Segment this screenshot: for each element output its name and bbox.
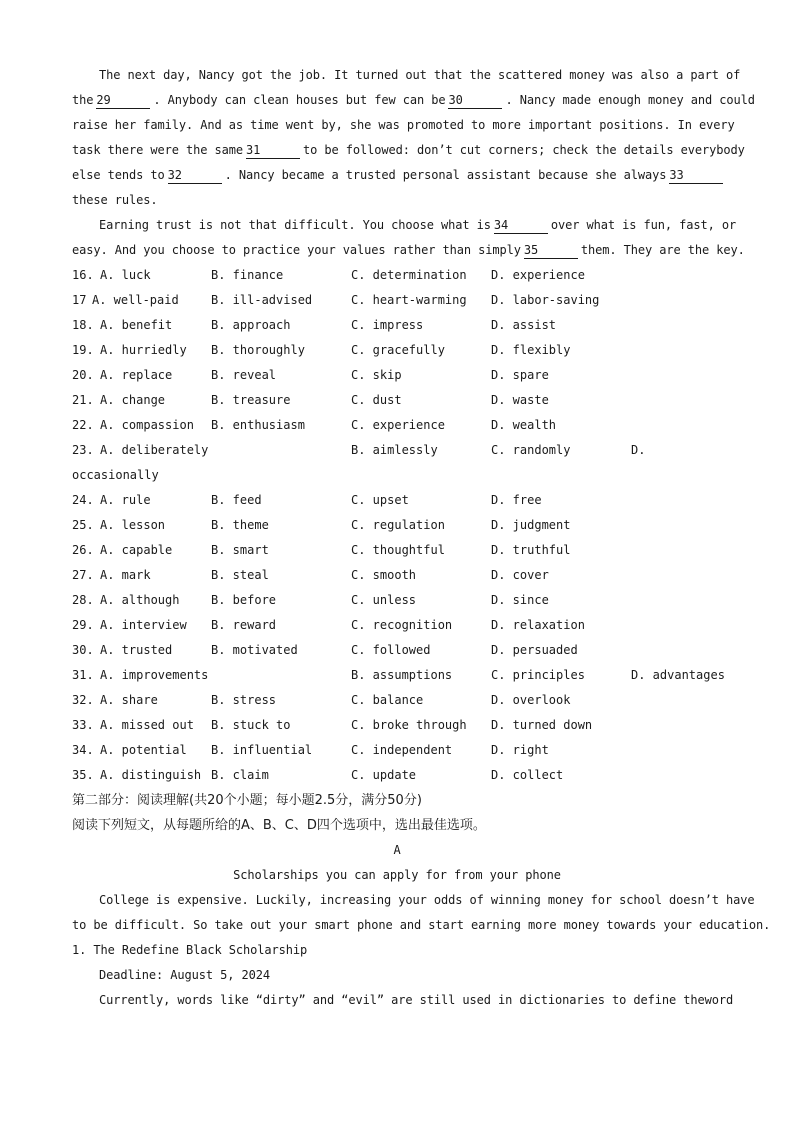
option-row-35: 35. A. distinguish B. claim C. update D. collect — [72, 763, 722, 788]
passage-line: else tends to 32 . Nancy became a trusted personal assistant because she always 33 — [72, 163, 722, 188]
passage-line: easy. And you choose to practice your values rather than simply 35 them. They are the key. — [72, 243, 745, 257]
option-b: B. stress — [211, 693, 277, 707]
option-a: A. change — [100, 393, 166, 407]
option-c: C. randomly — [491, 443, 571, 457]
blank-30: 30 — [448, 92, 502, 109]
option-d: D. judgment — [491, 518, 571, 532]
option-b: B. reward — [211, 618, 277, 632]
item-deadline: Deadline: August 5, 2024 — [99, 968, 270, 982]
option-row-21: 21. A. change B. treasure C. dust D. waste — [72, 388, 722, 413]
passage-line: raise her family. And as time went by, she was promoted to more important positions. In every — [72, 118, 735, 132]
option-row-16: 16. A. luck B. finance C. determination D. experience — [72, 263, 722, 288]
option-c: C. principles — [491, 668, 585, 682]
option-row-28: 28. A. although B. before C. unless D. since — [72, 588, 722, 613]
option-c: C. update — [351, 768, 417, 782]
option-d: D. advantages — [631, 668, 725, 682]
option-row-19: 19. A. hurriedly B. thoroughly C. gracefully D. flexibly — [72, 338, 722, 363]
option-a: A. benefit — [100, 318, 173, 332]
option-b: B. finance — [211, 268, 284, 282]
option-row-31: 31. A. improvements B. assumptions C. principles D. advantages — [72, 663, 722, 688]
option-d: D. since — [491, 593, 549, 607]
option-a: A. replace — [100, 368, 173, 382]
option-a: A. interview — [100, 618, 187, 632]
option-b: B. aimlessly — [351, 443, 438, 457]
option-a: A. capable — [100, 543, 173, 557]
option-d: D. free — [491, 493, 542, 507]
option-b: B. approach — [211, 318, 291, 332]
option-d: D. cover — [491, 568, 549, 582]
option-b: B. thoroughly — [211, 343, 305, 357]
option-d: D. — [631, 443, 646, 457]
option-b: B. before — [211, 593, 277, 607]
option-d: D. experience — [491, 268, 585, 282]
option-d: D. right — [491, 743, 549, 757]
passage-line: College is expensive. Luckily, increasing your odds of winning money for school doesn’t have — [99, 893, 755, 907]
option-d: D. wealth — [491, 418, 557, 432]
blank-34: 34 — [494, 217, 548, 234]
option-d: D. truthful — [491, 543, 571, 557]
option-row-25: 25. A. lesson B. theme C. regulation D. judgment — [72, 513, 722, 538]
option-row-17: 17 A. well-paid B. ill-advised C. heart-warming D. labor-saving — [72, 288, 722, 313]
option-a: A. luck — [100, 268, 151, 282]
passage-line: to be difficult. So take out your smart phone and start earning more money towards your education. — [72, 918, 771, 932]
passage-line: The next day, Nancy got the job. It turned out that the scattered money was also a part of — [99, 68, 741, 82]
option-b: B. feed — [211, 493, 262, 507]
option-row-32: 32. A. share B. stress C. balance D. overlook — [72, 688, 722, 713]
option-c: C. balance — [351, 693, 424, 707]
option-c: C. impress — [351, 318, 424, 332]
passage-line: task there were the same 31 to be followed: don’t cut corners; check the details everybody — [72, 143, 745, 157]
option-c: C. skip — [351, 368, 402, 382]
option-b: B. influential — [211, 743, 313, 757]
option-d: D. labor-saving — [491, 293, 600, 307]
option-c: C. recognition — [351, 618, 453, 632]
passage-line: the 29 . Anybody can clean houses but few can be 30 . Nancy made enough money and could — [72, 93, 755, 107]
option-a: A. although — [100, 593, 180, 607]
option-d: D. relaxation — [491, 618, 585, 632]
option-row-34: 34. A. potential B. influential C. independent D. right — [72, 738, 722, 763]
option-a: A. missed out — [100, 718, 194, 732]
blank-32: 32 — [168, 167, 222, 184]
option-a: A. share — [100, 693, 158, 707]
option-row-33: 33. A. missed out B. stuck to C. broke through D. turned down — [72, 713, 722, 738]
option-b: B. enthusiasm — [211, 418, 305, 432]
option-b: B. treasure — [211, 393, 291, 407]
option-c: C. regulation — [351, 518, 445, 532]
option-d: D. turned down — [491, 718, 593, 732]
option-b: B. claim — [211, 768, 269, 782]
passage-letter: A — [393, 843, 401, 857]
blank-31: 31 — [246, 142, 300, 159]
option-a: A. improvements — [100, 668, 209, 682]
option-b: B. stuck to — [211, 718, 291, 732]
option-b: B. ill-advised — [211, 293, 313, 307]
option-row-20: 20. A. replace B. reveal C. skip D. spare — [72, 363, 722, 388]
option-c: C. broke through — [351, 718, 467, 732]
passage-title: Scholarships you can apply for from your phone — [233, 868, 561, 882]
passage-line: Earning trust is not that difficult. You choose what is 34 over what is fun, fast, or — [99, 218, 737, 232]
blank-29: 29 — [96, 92, 150, 109]
blank-33: 33 — [669, 167, 723, 184]
option-d: D. spare — [491, 368, 549, 382]
option-a: A. distinguish — [100, 768, 202, 782]
option-b: B. smart — [211, 543, 269, 557]
option-a: A. potential — [100, 743, 187, 757]
option-row-24: 24. A. rule B. feed C. upset D. free — [72, 488, 722, 513]
option-b: B. steal — [211, 568, 269, 582]
option-row-29: 29. A. interview B. reward C. recognition D. relaxation — [72, 613, 722, 638]
option-a: A. well-paid — [92, 293, 179, 307]
section-heading: 第二部分：阅读理解(共20个小题；每小题2.5分，满分50分) — [72, 793, 422, 808]
option-a: A. mark — [100, 568, 151, 582]
option-d: D. flexibly — [491, 343, 571, 357]
option-b: B. theme — [211, 518, 269, 532]
passage-line: these rules. — [72, 193, 158, 207]
option-c: C. heart-warming — [351, 293, 467, 307]
option-b: B. reveal — [211, 368, 277, 382]
option-a: A. trusted — [100, 643, 173, 657]
exam-page — [72, 63, 771, 1013]
option-row-18: 18. A. benefit B. approach C. impress D. assist — [72, 313, 722, 338]
option-c: C. experience — [351, 418, 445, 432]
option-c: C. smooth — [351, 568, 417, 582]
option-c: C. unless — [351, 593, 417, 607]
option-b: B. assumptions — [351, 668, 453, 682]
item-title: 1. The Redefine Black Scholarship — [72, 943, 308, 957]
option-a: A. hurriedly — [100, 343, 187, 357]
option-a: A. rule — [100, 493, 151, 507]
option-row-22: 22. A. compassion B. enthusiasm C. experience D. wealth — [72, 413, 722, 438]
option-d: D. waste — [491, 393, 549, 407]
option-c: C. thoughtful — [351, 543, 445, 557]
option-row-27: 27. A. mark B. steal C. smooth D. cover — [72, 563, 722, 588]
option-a: A. deliberately — [100, 443, 209, 457]
option-d: D. assist — [491, 318, 557, 332]
option-row-26: 26. A. capable B. smart C. thoughtful D. truthful — [72, 538, 722, 563]
option-c: C. independent — [351, 743, 453, 757]
option-d: D. persuaded — [491, 643, 578, 657]
option-d: D. collect — [491, 768, 564, 782]
option-row-23: 23. A. deliberately B. aimlessly C. randomly D. — [72, 438, 722, 463]
option-row-30: 30. A. trusted B. motivated C. followed D. persuaded — [72, 638, 722, 663]
blank-35: 35 — [524, 242, 578, 259]
passage-line: Currently, words like “dirty” and “evil” are still used in dictionaries to define theword — [99, 993, 734, 1007]
section-instruction: 阅读下列短文，从每题所给的A、B、C、D四个选项中，选出最佳选项。 — [72, 818, 486, 833]
option-d: D. overlook — [491, 693, 571, 707]
option-c: C. gracefully — [351, 343, 445, 357]
option-a: A. compassion — [100, 418, 194, 432]
option-c: C. dust — [351, 393, 402, 407]
option-row-23-wrap: occasionally — [72, 468, 159, 482]
option-c: C. determination — [351, 268, 467, 282]
option-a: A. lesson — [100, 518, 166, 532]
option-c: C. followed — [351, 643, 431, 657]
option-b: B. motivated — [211, 643, 298, 657]
option-c: C. upset — [351, 493, 409, 507]
